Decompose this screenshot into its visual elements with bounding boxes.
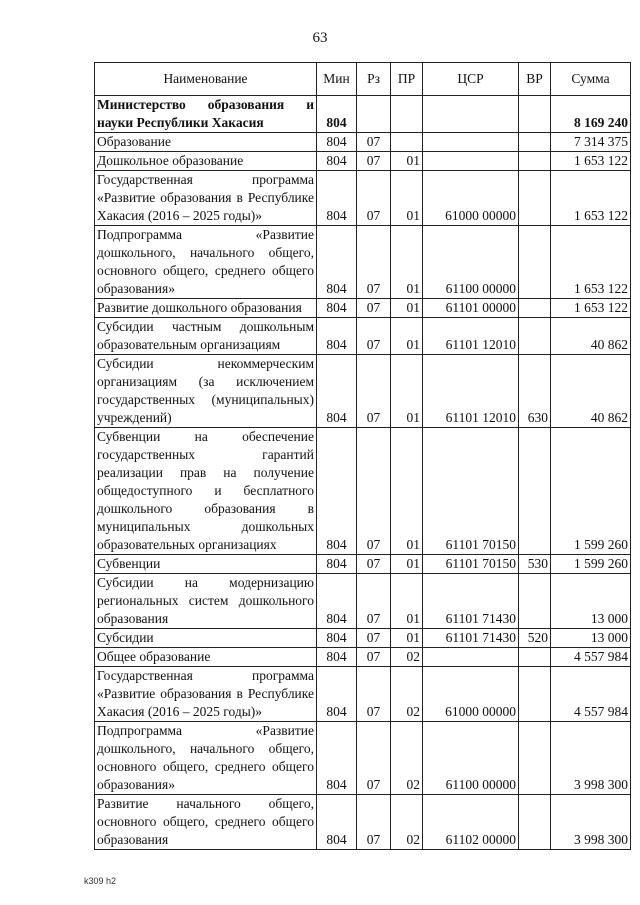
cell-pr: 02 (391, 795, 423, 850)
cell-sum: 1 653 122 (551, 226, 631, 299)
cell-pr: 01 (391, 555, 423, 574)
cell-rz: 07 (357, 318, 391, 355)
cell-pr: 01 (391, 574, 423, 629)
cell-vr (519, 171, 551, 226)
table-row (95, 722, 631, 795)
cell-min: 804 (317, 722, 357, 795)
header-name: Наименование (95, 63, 317, 96)
page-number: 63 (312, 30, 328, 46)
cell-min: 804 (317, 574, 357, 629)
cell-csr: 61101 12010 (423, 318, 519, 355)
footer-code: k309 h2 (84, 876, 117, 886)
cell-csr (423, 133, 519, 152)
cell-sum: 3 998 300 (551, 722, 631, 795)
cell-vr (519, 795, 551, 850)
cell-min: 804 (317, 152, 357, 171)
cell-rz: 07 (357, 152, 391, 171)
cell-sum: 40 862 (551, 355, 631, 428)
cell-name: Министерство образования и науки Республики Хакасия (95, 96, 317, 133)
cell-pr: 01 (391, 318, 423, 355)
cell-name: Государственная программа «Развитие образования в Республике Хакасия (2016 – 2025 годы)» (95, 171, 317, 226)
cell-pr: 01 (391, 299, 423, 318)
cell-rz: 07 (357, 648, 391, 667)
cell-rz: 07 (357, 629, 391, 648)
cell-vr (519, 152, 551, 171)
cell-rz: 07 (357, 355, 391, 428)
cell-csr: 61102 00000 (423, 795, 519, 850)
cell-csr: 61100 00000 (423, 226, 519, 299)
cell-rz: 07 (357, 133, 391, 152)
cell-vr: 520 (519, 629, 551, 648)
table-row (95, 428, 631, 555)
cell-pr: 02 (391, 722, 423, 795)
cell-sum: 1 599 260 (551, 428, 631, 555)
cell-vr (519, 133, 551, 152)
cell-csr: 61101 12010 (423, 355, 519, 428)
cell-csr: 61101 00000 (423, 299, 519, 318)
cell-sum: 7 314 375 (551, 133, 631, 152)
cell-rz: 07 (357, 574, 391, 629)
cell-pr: 01 (391, 226, 423, 299)
cell-min: 804 (317, 555, 357, 574)
cell-pr: 01 (391, 152, 423, 171)
cell-sum: 13 000 (551, 574, 631, 629)
cell-min: 804 (317, 96, 357, 133)
cell-csr: 61101 71430 (423, 629, 519, 648)
cell-pr (391, 133, 423, 152)
table-row (95, 133, 631, 152)
cell-name: Общее образование (95, 648, 317, 667)
cell-pr: 02 (391, 648, 423, 667)
cell-min: 804 (317, 795, 357, 850)
cell-name: Субсидии частным дошкольным образовательным организациям (95, 318, 317, 355)
cell-name: Субсидии некоммерческим организациям (за исключением государственных (муниципальных) учреждений) (95, 355, 317, 428)
table-row (95, 318, 631, 355)
cell-sum: 3 998 300 (551, 795, 631, 850)
table-row (95, 648, 631, 667)
cell-name: Развитие начального общего, основного общего, среднего общего образования (95, 795, 317, 850)
cell-sum: 1 599 260 (551, 555, 631, 574)
table-row (95, 355, 631, 428)
cell-vr (519, 722, 551, 795)
cell-csr: 61000 00000 (423, 171, 519, 226)
cell-name: Дошкольное образование (95, 152, 317, 171)
header-vr: ВР (519, 63, 551, 96)
table-row (95, 555, 631, 574)
cell-min: 804 (317, 299, 357, 318)
cell-csr (423, 96, 519, 133)
cell-vr (519, 428, 551, 555)
table-row (95, 629, 631, 648)
cell-vr (519, 648, 551, 667)
cell-min: 804 (317, 428, 357, 555)
cell-sum: 40 862 (551, 318, 631, 355)
cell-min: 804 (317, 648, 357, 667)
cell-rz: 07 (357, 555, 391, 574)
cell-rz: 07 (357, 428, 391, 555)
table-row (95, 152, 631, 171)
cell-sum: 4 557 984 (551, 667, 631, 722)
table-row (95, 795, 631, 850)
table-row (95, 299, 631, 318)
cell-rz: 07 (357, 226, 391, 299)
cell-name: Образование (95, 133, 317, 152)
cell-sum: 1 653 122 (551, 152, 631, 171)
cell-min: 804 (317, 133, 357, 152)
cell-name: Государственная программа «Развитие образования в Республике Хакасия (2016 – 2025 годы)» (95, 667, 317, 722)
cell-name: Субсидии на модернизацию региональных систем дошкольного образования (95, 574, 317, 629)
cell-pr: 01 (391, 428, 423, 555)
cell-sum: 1 653 122 (551, 299, 631, 318)
table-row (95, 667, 631, 722)
cell-rz: 07 (357, 722, 391, 795)
header-min: Мин (317, 63, 357, 96)
cell-rz: 07 (357, 299, 391, 318)
cell-csr (423, 648, 519, 667)
table-body (95, 96, 631, 850)
cell-name: Субвенции (95, 555, 317, 574)
cell-sum: 4 557 984 (551, 648, 631, 667)
cell-pr: 01 (391, 171, 423, 226)
cell-pr: 02 (391, 667, 423, 722)
cell-min: 804 (317, 667, 357, 722)
cell-rz: 07 (357, 667, 391, 722)
table-row (95, 171, 631, 226)
cell-min: 804 (317, 318, 357, 355)
cell-vr (519, 318, 551, 355)
cell-csr: 61101 70150 (423, 428, 519, 555)
cell-pr: 01 (391, 629, 423, 648)
table-row (95, 574, 631, 629)
cell-csr: 61101 70150 (423, 555, 519, 574)
header-sum: Сумма (551, 63, 631, 96)
cell-min: 804 (317, 226, 357, 299)
cell-name: Субвенции на обеспечение государственных гарантий реализации прав на получение общедоступного и бесплатного дошкольного образования в муниципальных дошкольных образовательных организациях (95, 428, 317, 555)
table-header (95, 63, 631, 96)
cell-vr (519, 299, 551, 318)
cell-name: Развитие дошкольного образования (95, 299, 317, 318)
cell-sum: 13 000 (551, 629, 631, 648)
cell-min: 804 (317, 171, 357, 226)
cell-csr: 61100 00000 (423, 722, 519, 795)
cell-vr (519, 574, 551, 629)
cell-rz (357, 96, 391, 133)
cell-pr: 01 (391, 355, 423, 428)
cell-vr (519, 226, 551, 299)
cell-name: Субсидии (95, 629, 317, 648)
cell-sum: 8 169 240 (551, 96, 631, 133)
budget-table (94, 62, 631, 850)
cell-min: 804 (317, 355, 357, 428)
cell-rz: 07 (357, 795, 391, 850)
cell-name: Подпрограмма «Развитие дошкольного, начального общего, основного общего, среднего общего образования» (95, 722, 317, 795)
cell-rz: 07 (357, 171, 391, 226)
table-row (95, 96, 631, 133)
cell-name: Подпрограмма «Развитие дошкольного, начального общего, основного общего, среднего общего образования» (95, 226, 317, 299)
header-pr: ПР (391, 63, 423, 96)
header-csr: ЦСР (423, 63, 519, 96)
cell-vr: 630 (519, 355, 551, 428)
cell-vr (519, 667, 551, 722)
header-rz: Рз (357, 63, 391, 96)
cell-csr (423, 152, 519, 171)
cell-vr: 530 (519, 555, 551, 574)
cell-pr (391, 96, 423, 133)
cell-vr (519, 96, 551, 133)
table-row (95, 226, 631, 299)
cell-sum: 1 653 122 (551, 171, 631, 226)
cell-csr: 61000 00000 (423, 667, 519, 722)
cell-csr: 61101 71430 (423, 574, 519, 629)
cell-min: 804 (317, 629, 357, 648)
